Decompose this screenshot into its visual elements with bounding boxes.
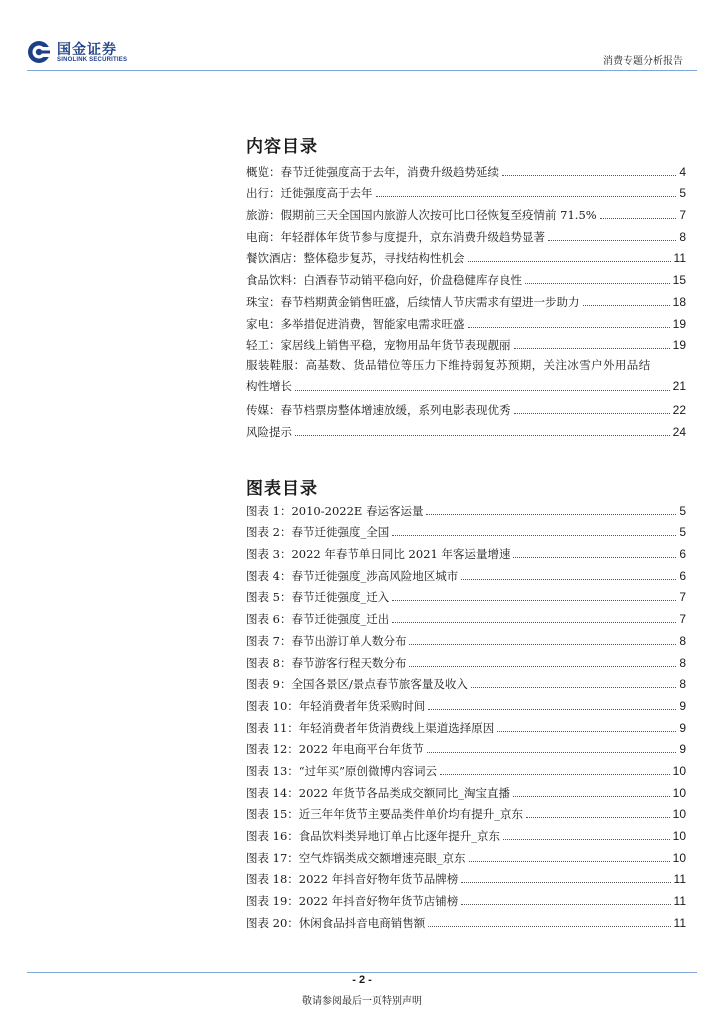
leader-dots: [469, 861, 670, 862]
figure-entry[interactable]: [246, 759, 686, 781]
figure-label: 图表 4：: [246, 568, 292, 583]
header-divider: [27, 70, 697, 71]
leader-dots: [461, 882, 670, 883]
footer-divider: [27, 972, 697, 973]
figure-caption: 2022 年货节各品类成交额同比_淘宝直播: [298, 785, 510, 800]
figure-entry-title: [246, 699, 425, 713]
toc-entry-title: 轻工：家居线上销售平稳，宠物用品年货节表现靓丽: [246, 338, 511, 353]
toc-entry-wrapped[interactable]: [246, 355, 686, 398]
leader-dots: [426, 514, 676, 515]
figure-caption: “过年买”原创微博内容词云: [298, 763, 438, 778]
toc-entry-page: 21: [672, 379, 686, 394]
toc-entry-title-line1: 服装鞋服：高基数、货品错位等压力下维持弱复苏预期，关注冰雪户外用品结: [246, 358, 651, 373]
toc-entry-title: 概览：春节迁徙强度高于去年，消费升级趋势延续: [246, 164, 499, 179]
toc-entry-title: 电商：年轻群体年货节参与度提升，京东消费升级趋势显著: [246, 229, 545, 244]
figure-entry-title: [246, 677, 468, 691]
figure-caption: 年轻消费者年货消费线上渠道选择原因: [298, 720, 495, 735]
leader-dots: [461, 904, 670, 905]
figure-label: 图表 6：: [246, 612, 292, 627]
figure-entry[interactable]: [246, 694, 686, 716]
figure-entry[interactable]: [246, 607, 686, 629]
figure-entry[interactable]: [246, 564, 686, 586]
leader-dots: [428, 709, 676, 710]
figure-entry[interactable]: [246, 738, 686, 760]
figures-list: [246, 499, 686, 933]
leader-dots: [295, 390, 670, 391]
figure-label: 图表 5：: [246, 590, 292, 605]
toc-entry[interactable]: [246, 160, 686, 182]
figure-entry-page: 10: [672, 763, 686, 778]
figure-entry-page: 5: [679, 525, 686, 540]
toc-entry-page: 24: [672, 424, 686, 439]
figure-entry-page: 8: [679, 633, 686, 648]
leader-dots: [461, 579, 676, 580]
figure-caption: 春节迁徙强度_全国: [291, 525, 390, 540]
figure-label: 图表 1：: [246, 503, 292, 518]
toc-entry[interactable]: [246, 182, 686, 204]
leader-dots: [525, 283, 670, 284]
figure-caption: 春节游客行程天数分布: [291, 655, 407, 670]
leader-dots: [392, 600, 676, 601]
toc-entry-page: 15: [672, 273, 686, 288]
toc-entry-title: 珠宝：春节档期黄金销售旺盛，后续情人节庆需求有望进一步助力: [246, 294, 580, 309]
toc-entry-page: 7: [679, 208, 686, 223]
figure-entry-title: [246, 807, 523, 821]
leader-dots: [503, 839, 670, 840]
figure-caption: 2022 年抖音好物年货节品牌榜: [298, 872, 459, 887]
figure-label: 图表 13：: [246, 763, 299, 778]
figure-caption: 全国各景区/景点春节旅客量及收入: [291, 677, 468, 692]
figure-label: 图表 7：: [246, 633, 292, 648]
leader-dots: [513, 557, 676, 558]
figure-caption: 2022 年抖音好物年货节店铺榜: [298, 894, 459, 909]
figure-entry-page: 11: [673, 894, 686, 909]
figure-label: 图表 3：: [246, 547, 292, 562]
toc-entry-title: 家电：多举措促进消费，智能家电需求旺盛: [246, 316, 465, 331]
figure-entry-page: 10: [672, 829, 686, 843]
figure-label: 图表 14：: [246, 785, 299, 800]
figure-entry-page: 5: [679, 503, 686, 518]
figure-caption: 春节出游订单人数分布: [291, 633, 407, 648]
toc-entry[interactable]: [246, 203, 686, 225]
toc-entry[interactable]: [246, 225, 686, 247]
leader-dots: [526, 817, 670, 818]
figure-caption: 空气炸锅类成交额增速亮眼_京东: [298, 850, 466, 865]
figure-entry-title: [246, 742, 424, 756]
leader-dots: [468, 261, 671, 262]
toc-entry-page: 22: [672, 402, 686, 417]
toc-entry-page: 19: [672, 338, 686, 353]
leader-dots: [514, 348, 670, 349]
toc-entry-title: 风险提示: [246, 424, 292, 439]
figure-entry-title: [246, 721, 494, 735]
leader-dots: [548, 240, 676, 241]
leader-dots: [513, 796, 670, 797]
figure-caption: 食品饮料类异地订单占比逐年提升_京东: [298, 829, 501, 843]
toc-entry-title: 出行：迁徙强度高于去年: [246, 186, 373, 201]
figure-entry[interactable]: [246, 868, 686, 890]
figure-label: 图表 15：: [246, 807, 299, 822]
figure-entry-page: 10: [672, 785, 686, 800]
figure-entry-page: 9: [679, 698, 686, 713]
figure-entry-page: 11: [673, 872, 686, 887]
figure-entry-title: [246, 851, 466, 865]
figure-entry-page: 7: [679, 590, 686, 605]
toc-entry-title: 旅游：假期前三天全国国内旅游人次按可比口径恢复至疫情前 71.5%: [246, 208, 597, 223]
figure-caption: 年轻消费者年货采购时间: [298, 698, 426, 713]
toc-entry-page: 11: [673, 251, 686, 266]
toc-entry-page: 18: [672, 294, 686, 309]
toc-entry[interactable]: [246, 334, 686, 356]
figure-label: 图表 2：: [246, 525, 292, 540]
figure-entry-title: [246, 916, 425, 930]
figure-entry-title: [246, 504, 423, 518]
figure-label: 图表 9：: [246, 677, 292, 692]
figure-label: 图表 16：: [246, 829, 299, 843]
figure-entry[interactable]: [246, 781, 686, 803]
toc-entry[interactable]: [246, 290, 686, 312]
figure-entry-page: 11: [673, 915, 686, 930]
leader-dots: [583, 305, 670, 306]
figure-label: 图表 19：: [246, 894, 299, 909]
leader-dots: [392, 535, 676, 536]
figure-label: 图表 10：: [246, 698, 299, 713]
toc-entry-title: 餐饮酒店：整体稳步复苏，寻找结构性机会: [246, 251, 465, 266]
figure-entry-title: [246, 590, 389, 604]
figure-entry[interactable]: [246, 803, 686, 825]
leader-dots: [295, 435, 670, 436]
leader-dots: [471, 687, 676, 688]
toc-entry-page: 4: [679, 164, 686, 179]
figure-entry-page: 8: [679, 655, 686, 670]
toc-entry-title: 食品饮料：白酒春节动销平稳向好，价盘稳健库存良性: [246, 273, 522, 288]
report-type: 消费专题分析报告: [603, 56, 683, 67]
figure-entry[interactable]: [246, 889, 686, 911]
leader-dots: [376, 196, 677, 197]
figure-entry-title: [246, 786, 510, 800]
figure-entry[interactable]: [246, 521, 686, 543]
figure-entry-page: 9: [679, 720, 686, 735]
figure-entry-page: 7: [679, 612, 686, 627]
leader-dots: [497, 731, 676, 732]
figure-caption: 2010-2022E 春运客运量: [291, 503, 424, 518]
figure-entry[interactable]: [246, 716, 686, 738]
figure-caption: 春节迁徙强度_涉高风险地区城市: [291, 568, 459, 583]
figure-entry-page: 6: [679, 547, 686, 562]
figure-entry[interactable]: [246, 499, 686, 521]
figure-caption: 2022 年电商平台年货节: [298, 742, 424, 757]
toc-entry[interactable]: [246, 398, 686, 420]
figure-entry-title: [246, 612, 389, 626]
toc-entry-page: 8: [679, 229, 686, 244]
figure-entry-title: [246, 894, 458, 908]
leader-dots: [514, 413, 670, 414]
figure-label: 图表 17：: [246, 850, 299, 865]
company-logo: [27, 38, 167, 68]
figure-entry-page: 8: [679, 677, 686, 692]
figure-entry-page: 9: [679, 742, 686, 757]
page-header: [27, 38, 697, 68]
figure-entry-title: [246, 872, 458, 886]
contents-list: [246, 160, 686, 442]
toc-entry-page: 5: [679, 186, 686, 201]
figure-caption: 2022 年春节单日同比 2021 年客运量增速: [291, 547, 511, 562]
figure-entry-title: [246, 634, 406, 648]
figure-caption: 春节迁徙强度_迁入: [291, 590, 390, 605]
figure-entry-title: [246, 569, 458, 583]
figure-entry-title: [246, 547, 510, 561]
figures-title: 图表目录: [246, 479, 318, 499]
toc-entry[interactable]: [246, 420, 686, 442]
figure-caption: 近三年年货节主要品类件单价均有提升_京东: [298, 807, 524, 822]
toc-entry[interactable]: [246, 247, 686, 269]
leader-dots: [428, 926, 670, 927]
figure-label: 图表 11：: [246, 720, 299, 735]
leader-dots: [392, 622, 676, 623]
leader-dots: [468, 327, 670, 328]
figure-label: 图表 12：: [246, 742, 299, 757]
figure-entry-page: 10: [672, 850, 686, 865]
figure-label: 图表 18：: [246, 872, 299, 887]
leader-dots: [600, 218, 677, 219]
disclaimer-link[interactable]: 敬请参阅最后一页特别声明: [302, 996, 422, 1007]
figure-entry-page: 10: [672, 807, 686, 822]
figure-entry-title: [246, 525, 389, 539]
figure-entry[interactable]: [246, 542, 686, 564]
leader-dots: [427, 752, 677, 753]
figure-entry-title: [246, 829, 500, 843]
figure-entry[interactable]: [246, 651, 686, 673]
toc-entry-title-line2: 构性增长: [246, 379, 292, 394]
figure-entry[interactable]: [246, 824, 686, 846]
figure-label: 图表 20：: [246, 915, 299, 930]
figure-caption: 休闲食品抖音电商销售额: [298, 915, 426, 930]
logo-chinese-name: 国金证券: [57, 42, 117, 58]
toc-entry-page: 19: [672, 316, 686, 331]
figure-label: 图表 8：: [246, 655, 292, 670]
figure-entry[interactable]: [246, 673, 686, 695]
toc-entry[interactable]: [246, 268, 686, 290]
figure-entry[interactable]: [246, 629, 686, 651]
contents-title: 内容目录: [246, 137, 318, 157]
sinolink-logo-icon: [27, 40, 51, 64]
figure-entry-title: [246, 656, 406, 670]
leader-dots: [409, 644, 676, 645]
figure-entry[interactable]: [246, 911, 686, 933]
toc-entry[interactable]: [246, 312, 686, 334]
toc-entry-title: 传媒：春节档票房整体增速放缓，系列电影表现优秀: [246, 402, 511, 417]
figure-entry-page: 6: [679, 568, 686, 583]
figure-caption: 春节迁徙强度_迁出: [291, 612, 390, 627]
logo-english-name: SINOLINK SECURITIES: [57, 57, 128, 63]
leader-dots: [440, 774, 670, 775]
leader-dots: [409, 666, 676, 667]
figure-entry[interactable]: [246, 846, 686, 868]
leader-dots: [502, 175, 676, 176]
page-number: - 2 -: [352, 974, 372, 986]
figure-entry-title: [246, 764, 437, 778]
figure-entry[interactable]: [246, 586, 686, 608]
